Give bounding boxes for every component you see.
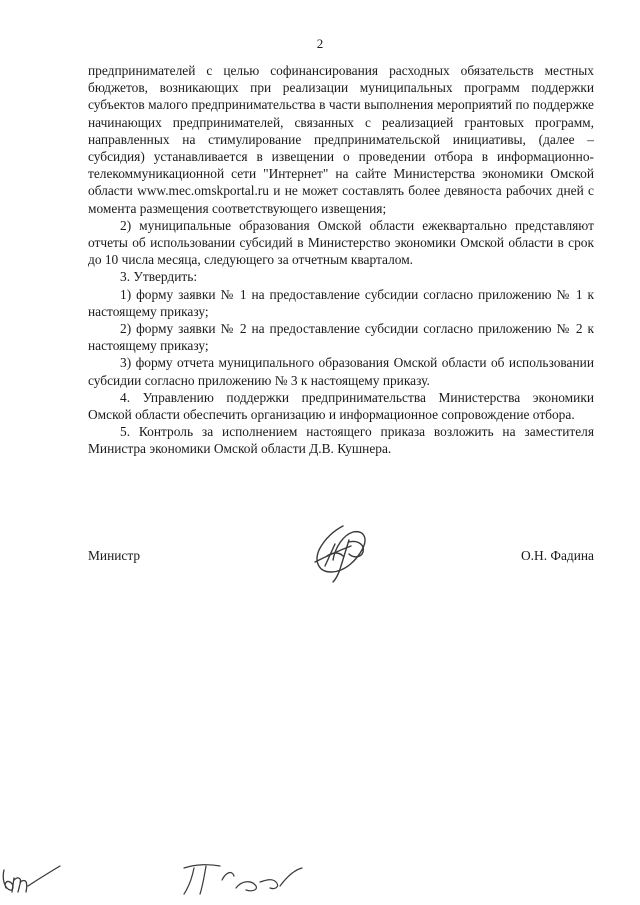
paragraph-section-5: 5. Контроль за исполнением настоящего приказа возложить на заместителя Министра экономики Омской области Д.В. Кушнера. (88, 424, 594, 457)
signatory-title: Министр (88, 548, 141, 563)
paragraph-form-1: 1) форму заявки № 1 на предоставление субсидии согласно приложению № 1 к настоящему приказу; (88, 286, 594, 319)
handwritten-signature-icon (305, 522, 385, 586)
document-body (88, 62, 594, 458)
signatory-name: О.Н. Фадина (521, 548, 594, 563)
paragraph-report-form: 3) форму отчета муниципального образования Омской области об использовании субсидии согласно приложению № 3 к настоящему приказу. (88, 355, 594, 388)
paragraph-continuation: предпринимателей с целью софинансирования расходных обязательств местных бюджетов, возникающих при реализации муниципальных программ поддержки субъектов малого предпринимательства в части выполнения мероприятий по поддержке начинающих предпринимателей, связанных с реализацией грантовых программ, направленных на стимулирование предпринимательской инициативы, (далее – субсидия) устанавливается в извещении о проведении отбора в информационно-телекоммуникационной сети "Интернет" на сайте Министерства экономики Омской области www.mec.omskportal.ru и не может составлять более девяноста рабочих дней с момента размещения соответствующего извещения; (88, 63, 594, 216)
handwritten-approval-icon (176, 858, 306, 898)
page-number: 2 (316, 36, 324, 51)
paragraph-section-4: 4. Управлению поддержки предпринимательства Министерства экономики Омской области обеспечить организацию и информационное сопровождение отбора. (88, 389, 594, 423)
paragraph-form-2: 2) форму заявки № 2 на предоставление субсидии согласно приложению № 2 к настоящему приказу; (88, 321, 594, 354)
paragraph-item-2: 2) муниципальные образования Омской области ежеквартально представляют отчеты об использовании субсидий в Министерство экономики Омской области в срок до 10 числа месяца, следующего за отчетным кварталом. (88, 217, 594, 268)
handwritten-initials-icon (0, 858, 62, 894)
paragraph-section-3: 3. Утвердить: (120, 269, 198, 285)
